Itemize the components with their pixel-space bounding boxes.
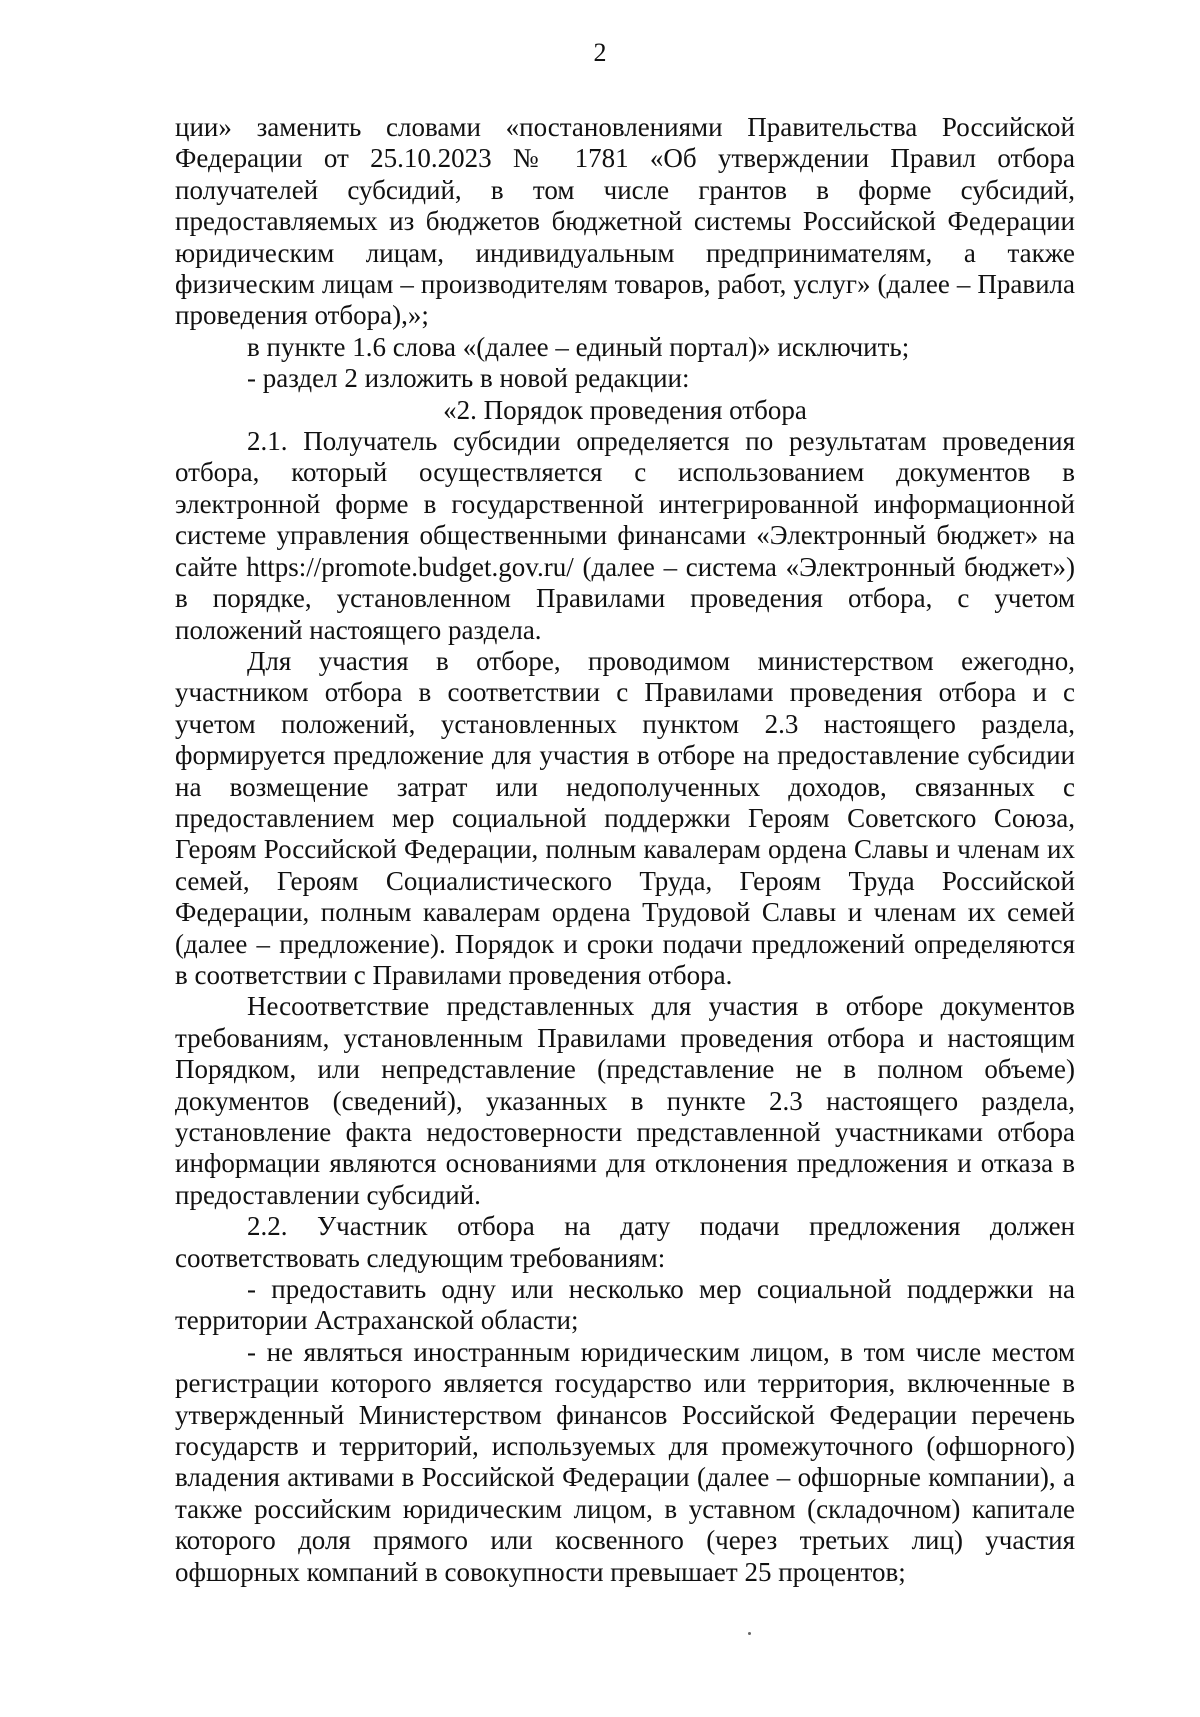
list-item-social-support: - предоставить одну или несколько мер социальной поддержки на территории Астраханской области; [175,1274,1075,1336]
page-number: 2 [593,38,607,67]
paragraph-clause-1-6: в пункте 1.6 слова «(далее – единый портал)» исключить; [247,331,910,362]
scan-speck [748,1632,751,1635]
paragraph-2-1: 2.1. Получатель субсидии определяется по результатам проведения отбора, который осуществляется с использованием документов в электронной форме в государственной интегрированной информационной системе управления общественными финансами «Электронный бюджет» на сайте https://promote.budget.gov.ru/ (далее – система «Электронный бюджет») в порядке, установленном Правилами проведения отбора, с учетом положений настоящего раздела. [175,426,1075,645]
paragraph-participation: Для участия в отборе, проводимом министерством ежегодно, участником отбора в соответствии с Правилами проведения отбора и с учетом положений, установленных пунктом 2.3 настоящего раздела, формируется предложение для участия в отборе на предоставление субсидии на возмещение затрат или недополученных доходов, связанных с предоставлением мер социальной поддержки Героям Советского Союза, Героям Российской Федерации, полным кавалерам ордена Славы и членам их семей, Героям Социалистического Труда, Героям Труда Российской Федерации, полным кавалерам ордена Трудовой Славы и членам их семей (далее – предложение). Порядок и сроки подачи предложений определяются в соответствии с Правилами проведения отбора. [175,645,1075,990]
paragraph-continuation: ции» заменить словами «постановлениями Правительства Российской Федерации от 25.10.2023 № 1781 «Об утверждении Правил отбора получателей субсидий, в том числе грантов в форме субсидий, предоставляемых из бюджетов бюджетной системы Российской Федерации юридическим лицам, индивидуальным предпринимателям, а также физическим лицам – производителям товаров, работ, услуг» (далее – Правила проведения отбора),»; [175,112,1075,331]
document-body [175,112,1075,1588]
list-item-offshore: - не являться иностранным юридическим лицом, в том числе местом регистрации которого является государство или территория, включенные в утвержденный Министерством финансов Российской Федерации перечень государств и территорий, используемых для промежуточного (офшорного) владения активами в Российской Федерации (далее – офшорные компании), а также российским юридическим лицом, в уставном (складочном) капитале которого доля прямого или косвенного (через третьих лиц) участия офшорных компаний в совокупности превышает 25 процентов; [175,1336,1075,1587]
paragraph-2-2: 2.2. Участник отбора на дату подачи предложения должен соответствовать следующим требованиям: [175,1211,1075,1273]
paragraph-nonconformity: Несоответствие представленных для участия в отборе документов требованиям, установленным Правилами проведения отбора и настоящим Порядком, или непредставление (представление не в полном объеме) документов (сведений), указанных в пункте 2.3 настоящего раздела, установление факта недостоверности представленной участниками отбора информации являются основаниями для отклонения предложения и отказа в предоставлении субсидий. [175,991,1075,1210]
paragraph-section-2-intro: - раздел 2 изложить в новой редакции: [247,363,690,394]
section-heading: «2. Порядок проведения отбора [443,394,807,425]
